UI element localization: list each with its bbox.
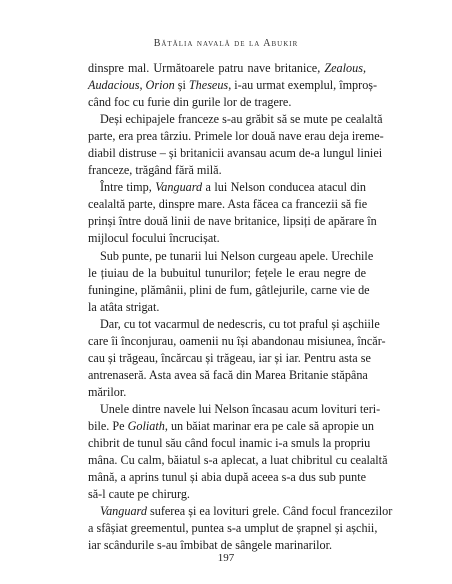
text-line bbox=[88, 196, 366, 213]
text-segment: și bbox=[174, 78, 189, 93]
text-segment: a sfâșiat greementul, puntea s-a umplut de șrapnel și așchii, bbox=[88, 521, 378, 536]
text-line bbox=[88, 350, 371, 367]
text-line bbox=[88, 162, 366, 179]
text-segment: Sub punte, pe tunarii lui Nelson curgeau apele. Urechile bbox=[100, 248, 374, 263]
italic-text: Theseus bbox=[188, 78, 229, 93]
text-line bbox=[88, 401, 381, 418]
text-line bbox=[88, 248, 374, 265]
text-segment: Între timp, bbox=[100, 180, 156, 195]
text-segment: franceze, trăgând fără milă. bbox=[88, 163, 222, 178]
text-segment: le țiuiau de la bubuitul tunurilor; fețele le erau negre de bbox=[88, 265, 366, 280]
text-segment: mâna. Cu calm, băiatul s-a aplecat, a luat chibritul cu cealaltă bbox=[88, 453, 388, 468]
text-segment: când foc cu furie din gurile lor de tragere. bbox=[88, 95, 292, 110]
text-segment: diabil distruse – și britanicii avansau acum de-a lungul liniei bbox=[88, 146, 383, 161]
body-text bbox=[88, 60, 393, 554]
text-segment: iar scândurile s-au îmbibat de sângele marinarilor. bbox=[88, 538, 332, 553]
text-segment: suferea și ea lovituri grele. Când focul francezilor bbox=[146, 504, 393, 519]
text-segment: funingine, plămânii, plini de fum, gâtlejurile, carne vie de bbox=[88, 282, 370, 297]
text-line bbox=[88, 452, 388, 469]
text-segment: , i-au urmat exemplul, împroș- bbox=[228, 78, 378, 93]
text-segment: , un băiat marinar era pe cale să apropie un bbox=[164, 418, 374, 433]
italic-text: Goliath bbox=[127, 418, 165, 433]
italic-text: Vanguard bbox=[100, 504, 147, 519]
text-segment: mână, a aprins tunul și abia după aceea s-a dus sub punte bbox=[88, 470, 366, 485]
text-segment: bile. Pe bbox=[88, 418, 128, 433]
text-segment: a lui Nelson conducea atacul din bbox=[202, 180, 367, 195]
text-segment: Dar, cu tot vacarmul de nedescris, cu tot praful și așchiile bbox=[100, 316, 380, 331]
text-segment: cau și trăgeau, încărcau și trăgeau, iar și iar. Pentru asta se bbox=[88, 350, 371, 365]
text-line bbox=[88, 213, 377, 230]
text-line bbox=[88, 469, 366, 486]
text-segment: chibrit de tunul său când focul inamic i-a smuls la propriu bbox=[88, 436, 371, 451]
text-line bbox=[88, 418, 374, 435]
text-segment: la atâta strigat. bbox=[88, 299, 160, 314]
text-segment: mijlocul focului încrucișat. bbox=[88, 231, 220, 246]
text-line bbox=[88, 333, 386, 350]
text-line bbox=[88, 316, 380, 333]
text-line bbox=[88, 230, 366, 247]
text-line bbox=[88, 128, 384, 145]
text-line bbox=[88, 384, 366, 401]
text-segment: care îi înconjurau, oamenii nu își abandonau misiunea, încăr- bbox=[88, 333, 386, 348]
text-segment: Deși echipajele franceze s-au grăbit să se mute pe cealaltă bbox=[100, 112, 383, 127]
text-line bbox=[88, 94, 366, 111]
text-segment: prinși între două linii de nave britanice, lipsiți de apărare în bbox=[88, 214, 377, 229]
text-line bbox=[88, 265, 366, 282]
text-line bbox=[88, 299, 366, 316]
italic-text: Audacious, Orion bbox=[88, 78, 175, 93]
text-line bbox=[88, 367, 366, 384]
text-segment: să-l caute pe chirurg. bbox=[88, 487, 190, 502]
text-line bbox=[88, 435, 371, 452]
italic-text: Vanguard bbox=[155, 180, 203, 195]
text-line bbox=[88, 503, 393, 520]
text-segment: cealaltă parte, dinspre mare. Asta făcea ca francezii să fie bbox=[88, 197, 368, 212]
text-line bbox=[88, 60, 366, 77]
page-number: 197 bbox=[217, 552, 235, 564]
text-line bbox=[88, 111, 383, 128]
text-line bbox=[88, 486, 366, 503]
italic-text: Zealous, bbox=[324, 61, 366, 75]
text-line bbox=[88, 179, 366, 196]
text-segment: antrenaseră. Asta avea să facă din Marea Britanie stăpâna bbox=[88, 367, 368, 382]
text-segment: dinspre mal. Următoarele patru nave britanice, bbox=[88, 61, 325, 75]
text-line bbox=[88, 282, 370, 299]
text-line bbox=[88, 520, 378, 537]
text-line bbox=[88, 77, 378, 94]
text-segment: parte, era prea târziu. Primele lor două nave erau deja ireme- bbox=[88, 129, 384, 144]
text-segment: mărilor. bbox=[88, 384, 127, 399]
text-segment: Unele dintre navele lui Nelson încasau acum lovituri teri- bbox=[100, 401, 381, 416]
running-head: Bătălia navală de la Abukir bbox=[153, 38, 299, 49]
text-line bbox=[88, 145, 383, 162]
